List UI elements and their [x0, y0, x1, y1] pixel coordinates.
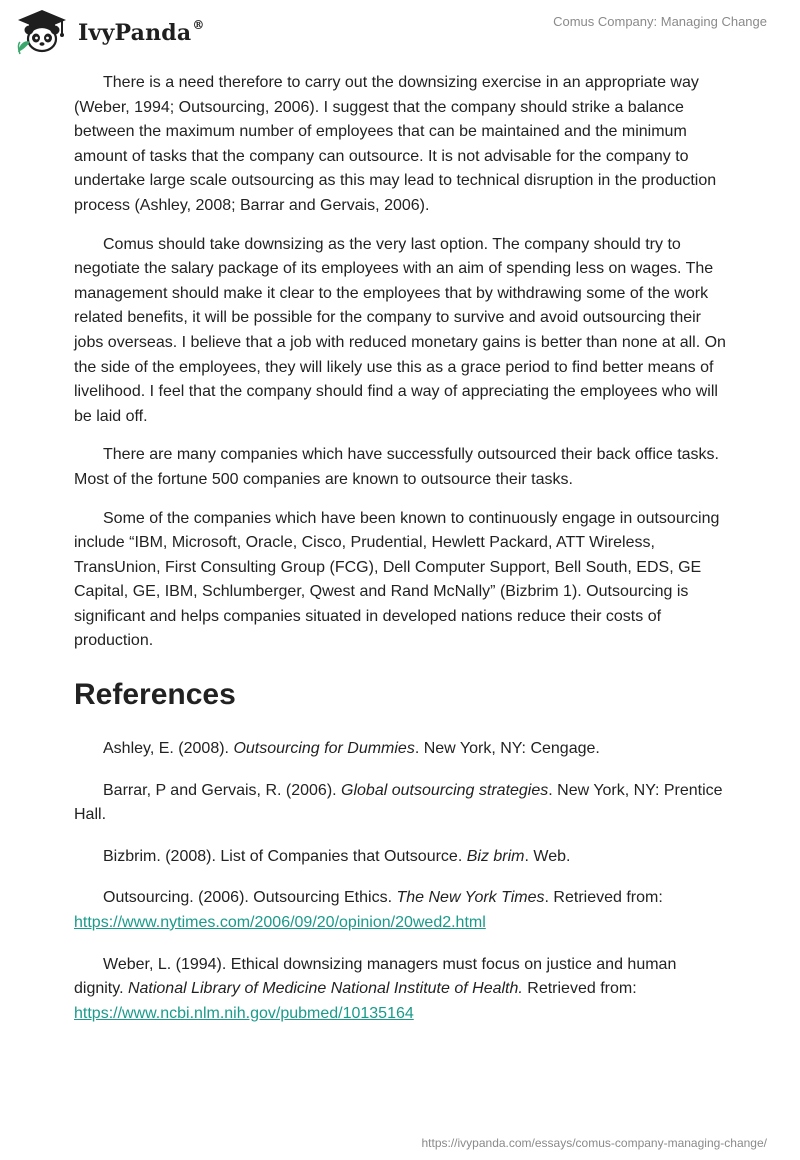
reference-link[interactable]: https://www.ncbi.nlm.nih.gov/pubmed/10135164: [74, 1004, 414, 1022]
reference-entry: Bizbrim. (2008). List of Companies that Outsource. Biz brim. Web.: [103, 847, 571, 865]
essay-content: [74, 71, 726, 1043]
document-running-title: Comus Company: Managing Change: [553, 14, 767, 29]
page-header: [0, 0, 800, 64]
body-paragraph: There is a need therefore to carry out the downsizing exercise in an appropriate way (Weber, 1994; Outsourcing, 2006). I suggest that the company should strike a balance between the maximum number of employees that can be maintained and the minimum amount of tasks that the company can outsource. It is not advisable for the company to undertake large scale outsourcing as this may lead to technical disruption in the production process (Ashley, 2008; Barrar and Gervais, 2006).: [74, 74, 717, 214]
reference-entry: Weber, L. (1994). Ethical downsizing managers must focus on justice and human dignity. National Library of Medicine National Institute of Health. Retrieved from: https://www.ncbi.nlm.nih.gov/pubmed/10135164: [74, 955, 677, 1022]
references-heading: References: [74, 678, 236, 712]
reference-entry: Ashley, E. (2008). Outsourcing for Dummies. New York, NY: Cengage.: [103, 740, 600, 758]
body-paragraph: Comus should take downsizing as the very last option. The company should try to negotiate the salary package of its employees with an aim of spending less on wages. The management should make it clear to the employees that by withdrawing some of the work related benefits, it will be possible for the company to survive and avoid outsourcing their jobs overseas. I believe that a job with reduced monetary gains is better than none at all. On the side of the employees, they will likely use this as a grace period to find better means of livelihood. I feel that the company should find a way of appreciating the employees who will be laid off.: [74, 235, 726, 425]
body-paragraph: There are many companies which have successfully outsourced their back office tasks. Most of the fortune 500 companies are known to outsource their tasks.: [74, 446, 719, 488]
ivypanda-logo[interactable]: [14, 8, 224, 60]
reference-entry: Barrar, P and Gervais, R. (2006). Global outsourcing strategies. New York, NY: Prentice Hall.: [74, 781, 723, 824]
reference-link[interactable]: https://www.nytimes.com/2006/09/20/opinion/20wed2.html: [74, 914, 486, 932]
panda-graduate-icon: [14, 8, 70, 56]
reference-entry: Outsourcing. (2006). Outsourcing Ethics. The New York Times. Retrieved from: https://www.nytimes.com/2006/09/20/opinion/20wed2.html: [74, 889, 663, 932]
brand-name: IvyPanda®: [78, 18, 205, 46]
footer-source-url: https://ivypanda.com/essays/comus-company-managing-change/: [421, 1136, 767, 1150]
body-paragraph: Some of the companies which have been known to continuously engage in outsourcing include “IBM, Microsoft, Oracle, Cisco, Prudential, Hewlett Packard, ATT Wireless, TransUnion, First Consulting Group (FCG), Dell Computer Support, Bell South, EDS, GE Capital, GE, IBM, Schlumberger, Qwest and Rand McNally” (Bizbrim 1). Outsourcing is significant and helps companies situated in developed nations reduce their costs of production.: [74, 509, 720, 650]
